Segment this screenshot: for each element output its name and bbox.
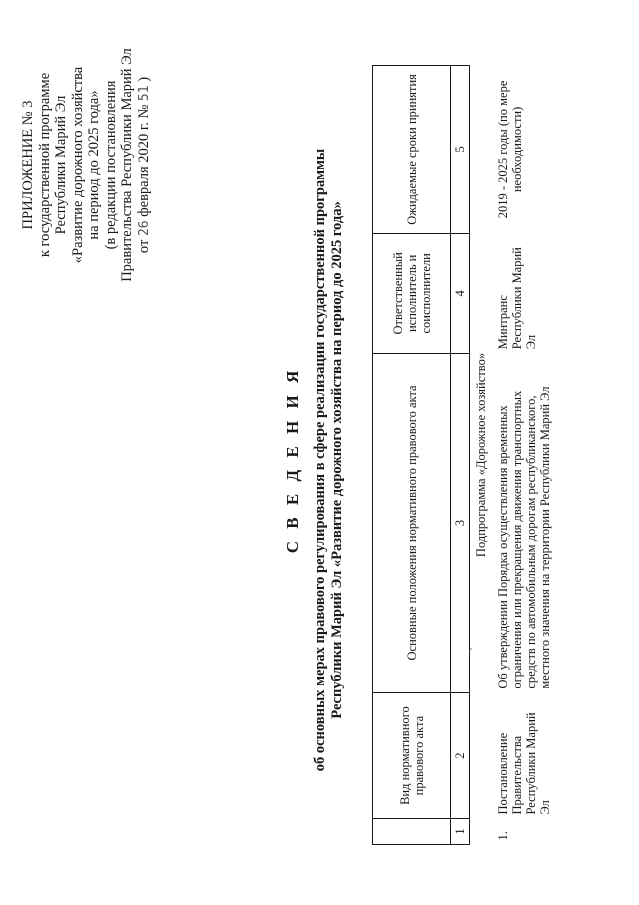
table-number-row <box>451 66 470 845</box>
measures-table <box>372 65 556 845</box>
header-cell: Основные положения нормативного правового акта <box>373 353 451 692</box>
column-number: 1 <box>451 819 470 845</box>
appendix-line: (в редакции постановления <box>102 80 119 250</box>
column-number: 4 <box>451 233 470 353</box>
appendix-line: к государственной программе <box>36 72 53 258</box>
subprogram-title: Подпрограмма «Дорожное хозяйство» <box>474 352 488 558</box>
row-content: Об утверждении Порядка осуществления временных ограничения или прекращения движения транспортных средств по автомобильным дорогам республиканского, местного значения на территории Республики Марий Эл <box>496 386 552 689</box>
appendix-line: «Развитие дорожного хозяйства <box>69 66 86 264</box>
date-rest: февраля 2020 г. № <box>135 104 152 217</box>
table-row <box>492 66 556 845</box>
title-line: об основных мерах правового регулирования в сфере реализации государственной программы <box>312 148 328 772</box>
title-main: С В Е Д Е Н И Я <box>283 366 302 554</box>
column-number: 2 <box>451 693 470 819</box>
subprogram-row <box>470 66 493 845</box>
title-line: Республики Марий Эл «Развитие дорожного хозяйства на период до 2025 года» <box>329 201 345 719</box>
header-cell: Ответственный исполнитель и соисполнители <box>373 233 451 353</box>
header-cell: Вид нормативного правового акта <box>373 693 451 819</box>
table-header-row <box>373 66 451 845</box>
row-number: 1. <box>496 831 510 841</box>
row-executor: Минтранс Республики Марий Эл <box>496 247 538 350</box>
appendix-line: Правительства Республики Марий Эл <box>119 48 135 282</box>
header-cell-num <box>373 819 451 845</box>
header-cell: Ожидаемые сроки принятия <box>373 66 451 234</box>
appendix-header <box>20 35 153 295</box>
date-close: ) <box>135 76 152 82</box>
column-number: 3 <box>451 353 470 692</box>
appendix-line: ПРИЛОЖЕНИЕ № 3 <box>20 100 36 230</box>
date-number: 51 <box>136 85 152 102</box>
date-prefix: от <box>135 239 152 254</box>
appendix-date-line <box>136 35 154 295</box>
column-number: 5 <box>451 66 470 234</box>
appendix-line: на период до 2025 года» <box>86 90 102 240</box>
appendix-line: Республики Марий Эл <box>53 95 69 235</box>
row-term: 2019 - 2025 годы (по мере необходимости) <box>496 80 524 219</box>
row-act-type: Постановление Правительства Республики Марий Эл <box>496 712 552 815</box>
document-title <box>282 105 346 815</box>
scan-speck <box>470 648 472 650</box>
date-day: 26 <box>136 220 152 237</box>
